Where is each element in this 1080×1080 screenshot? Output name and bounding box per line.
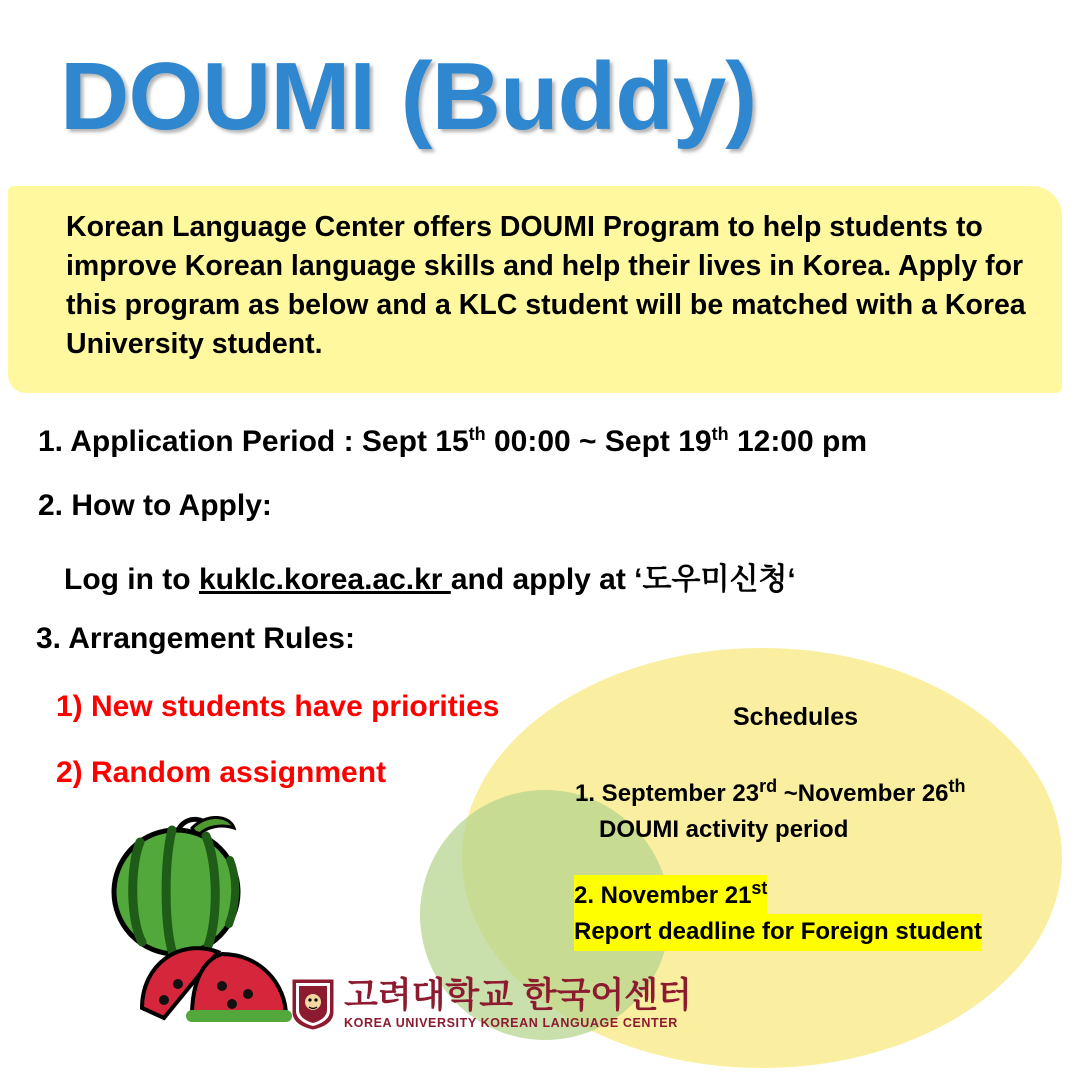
- intro-paragraph: Korean Language Center offers DOUMI Program to help students to improve Korean language skills and help their lives in Korea. Apply for this program as below and a KLC student will be matched with a Korea University student.: [66, 211, 1026, 361]
- schedule1-pre: 1. September 23: [575, 780, 760, 807]
- schedule-item-1: [575, 773, 966, 848]
- application-period-post: 12:00 pm: [728, 425, 868, 458]
- schedules-heading: Schedules: [733, 703, 859, 731]
- ordinal-suffix-rd: rd: [759, 776, 778, 796]
- watermelon-seed: [173, 979, 183, 989]
- list-item-application-period: [38, 424, 867, 459]
- schedule-item-2: [574, 875, 982, 951]
- list-item-arrangement-rules: 3. Arrangement Rules:: [36, 622, 355, 655]
- intro-highlight-block: [8, 186, 1062, 393]
- schedule1-line2: DOUMI activity period: [599, 816, 849, 843]
- login-text-pre: Log in to: [64, 563, 199, 596]
- how-to-apply-detail: [64, 554, 796, 598]
- logo-block: [290, 978, 692, 1030]
- schedule2-line1-highlight: [574, 875, 767, 914]
- logo-text-korean: 고려대학교 한국어센터: [344, 976, 692, 1015]
- schedule2-pre: 2. November 21: [574, 882, 752, 909]
- list-item-how-to-apply: 2. How to Apply:: [38, 489, 272, 522]
- logo-text-group: [344, 978, 692, 1030]
- rule-new-students-priority: 1) New students have priorities: [56, 690, 500, 723]
- ordinal-suffix-st: st: [751, 878, 768, 898]
- login-text-post: and apply at ‘도우미신청‘: [450, 563, 796, 596]
- watermelon-seed: [159, 995, 169, 1005]
- logo-text-english: KOREA UNIVERSITY KOREAN LANGUAGE CENTER: [344, 1016, 678, 1030]
- ordinal-suffix-th-2: th: [711, 424, 729, 444]
- watermelon-seed: [217, 981, 227, 991]
- schedule2-line2-highlight: Report deadline for Foreign student: [574, 914, 982, 950]
- kuklc-website-link[interactable]: kuklc.korea.ac.kr: [198, 563, 451, 596]
- ordinal-suffix-th-3: th: [948, 776, 966, 796]
- application-period-mid: 00:00 ~ Sept 19: [485, 425, 712, 458]
- watermelon-seed: [227, 999, 237, 1009]
- application-period-pre: 1. Application Period : Sept 15: [38, 425, 469, 458]
- rule-random-assignment: 2) Random assignment: [56, 756, 387, 789]
- schedule1-mid: ~November 26: [777, 780, 949, 807]
- page-title: DOUMI (Buddy): [60, 43, 757, 150]
- ordinal-suffix-th-1: th: [468, 424, 486, 444]
- watermelon-seed: [243, 989, 253, 999]
- korea-university-crest-icon: [290, 978, 336, 1030]
- watermelon-slice-front: [192, 954, 286, 1016]
